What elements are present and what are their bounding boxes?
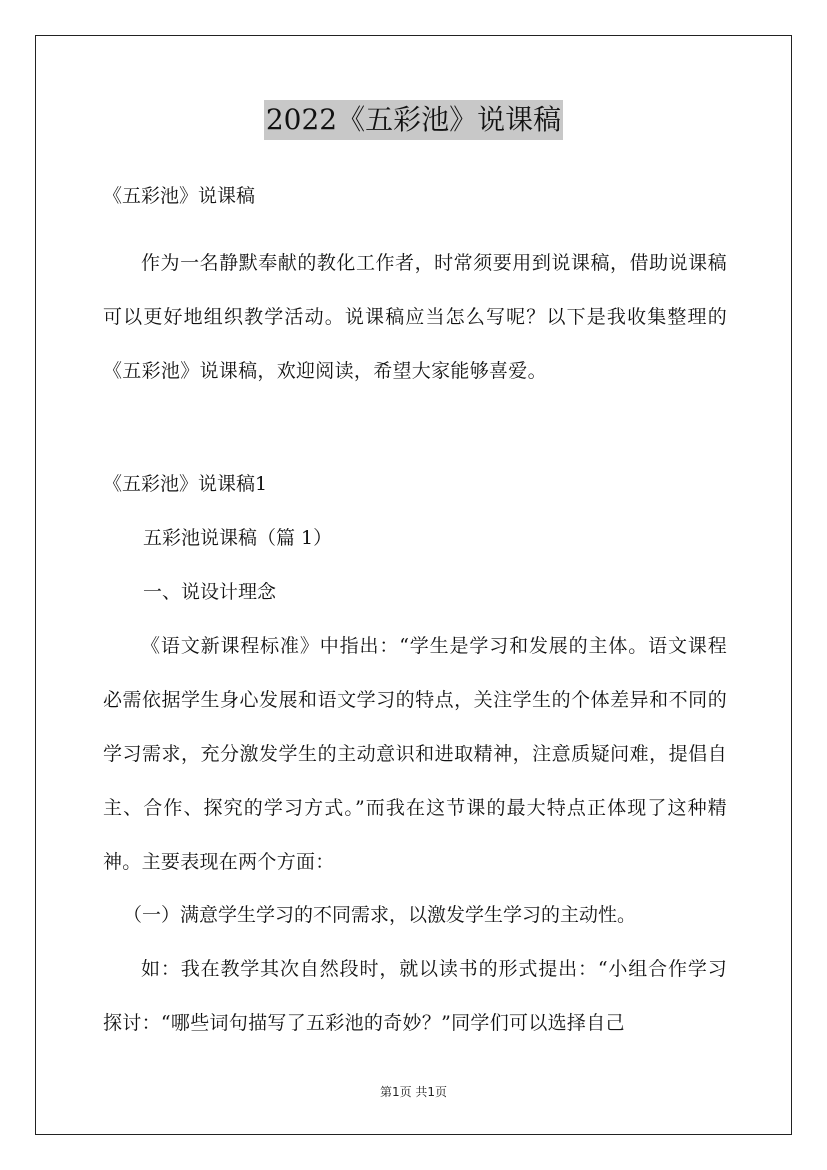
title-container [0, 100, 827, 140]
document-title: 2022《五彩池》说课稿 [264, 100, 563, 140]
page-footer: 第1页 共1页 [379, 1085, 448, 1099]
subtitle: 《五彩池》说课稿 [103, 185, 256, 207]
part1-heading: 一、说设计理念 [143, 581, 277, 603]
point1-paragraph: 如：我在教学其次自然段时，就以读书的形式提出：“小组合作学习探讨：“哪些词句描写了五彩池的奇妙？”同学们可以选择自己 [103, 958, 727, 1034]
chapter-title: 五彩池说课稿（篇 1） [143, 527, 333, 549]
section-title: 《五彩池》说课稿1 [103, 473, 268, 495]
document-body [103, 168, 727, 1050]
intro-paragraph: 作为一名静默奉献的教化工作者，时常须要用到说课稿，借助说课稿可以更好地组织教学活动。说课稿应当怎么写呢？以下是我收集整理的《五彩池》说课稿，欢迎阅读，希望大家能够喜爱。 [103, 252, 727, 382]
part1-paragraph: 《语文新课程标准》中指出：“学生是学习和发展的主体。语文课程必需依据学生身心发展和语文学习的特点，关注学生的个体差异和不同的学习需求，充分激发学生的主动意识和进取精神，注意质疑问难，提倡自主、合作、探究的学习方式。”而我在这节课的最大特点正体现了这种精神。主要表现在两个方面： [103, 635, 727, 873]
point1-heading: （一）满意学生学习的不同需求，以激发学生学习的主动性。 [123, 904, 637, 926]
